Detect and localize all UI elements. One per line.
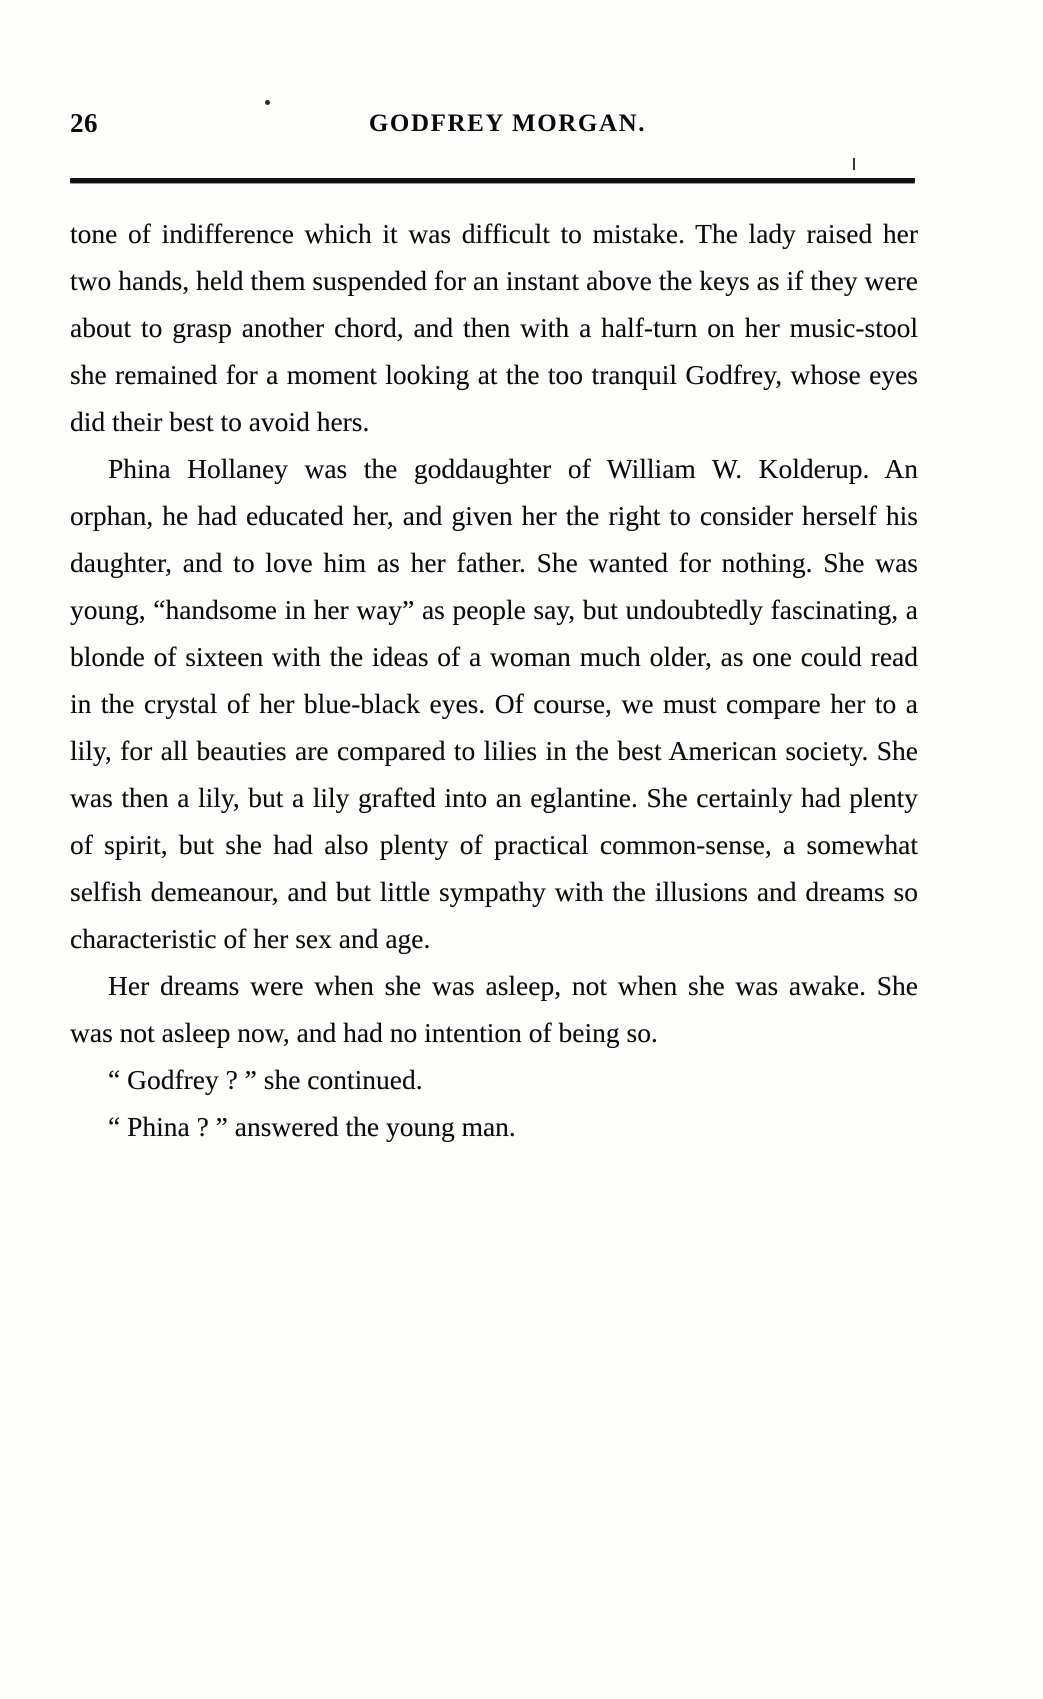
- header-rule-shadow: [70, 183, 915, 184]
- page-number: 26: [70, 108, 98, 138]
- paragraph-dialogue: “ Phina ? ” answered the young man.: [108, 1111, 516, 1142]
- paragraph: Phina Hollaney was the goddaughter of William W. Kolderup. An orphan, he had educated her, and given her the right to consider herself his daughter, and to love him as her father. She wanted for nothing. She was young, “handsome in her way” as people say, but undoubtedly fascinating, a blonde of sixteen with the ideas of a woman much older, as one could read in the crystal of her blue-black eyes. Of course, we must compare her to a lily, for all beauties are compared to lilies in the best American society. She was then a lily, but a lily grafted into an eglantine. She certainly had plenty of spirit, but she had also plenty of practical common-sense, a somewhat selfish demeanour, and but little sympathy with the illusions and dreams so characteristic of her sex and age.: [70, 453, 918, 954]
- paragraph: tone of indifference which it was difficult to mistake. The lady raised her two hands, held them suspended for an instant above the keys as if they were about to grasp another chord, and then with a half-turn on her music-stool she remained for a moment looking at the too tranquil Godfrey, whose eyes did their best to avoid hers.: [70, 218, 918, 437]
- print-speck-mark: [265, 100, 270, 105]
- running-head-title: GODFREY MORGAN.: [368, 110, 647, 137]
- paragraph: Her dreams were when she was asleep, not when she was awake. She was not asleep now, and had no intention of being so.: [70, 970, 918, 1048]
- body-text: [70, 210, 918, 1150]
- paragraph-dialogue: “ Godfrey ? ” she continued.: [108, 1064, 423, 1095]
- page-header: [70, 108, 915, 148]
- header-tick-mark: [853, 158, 855, 170]
